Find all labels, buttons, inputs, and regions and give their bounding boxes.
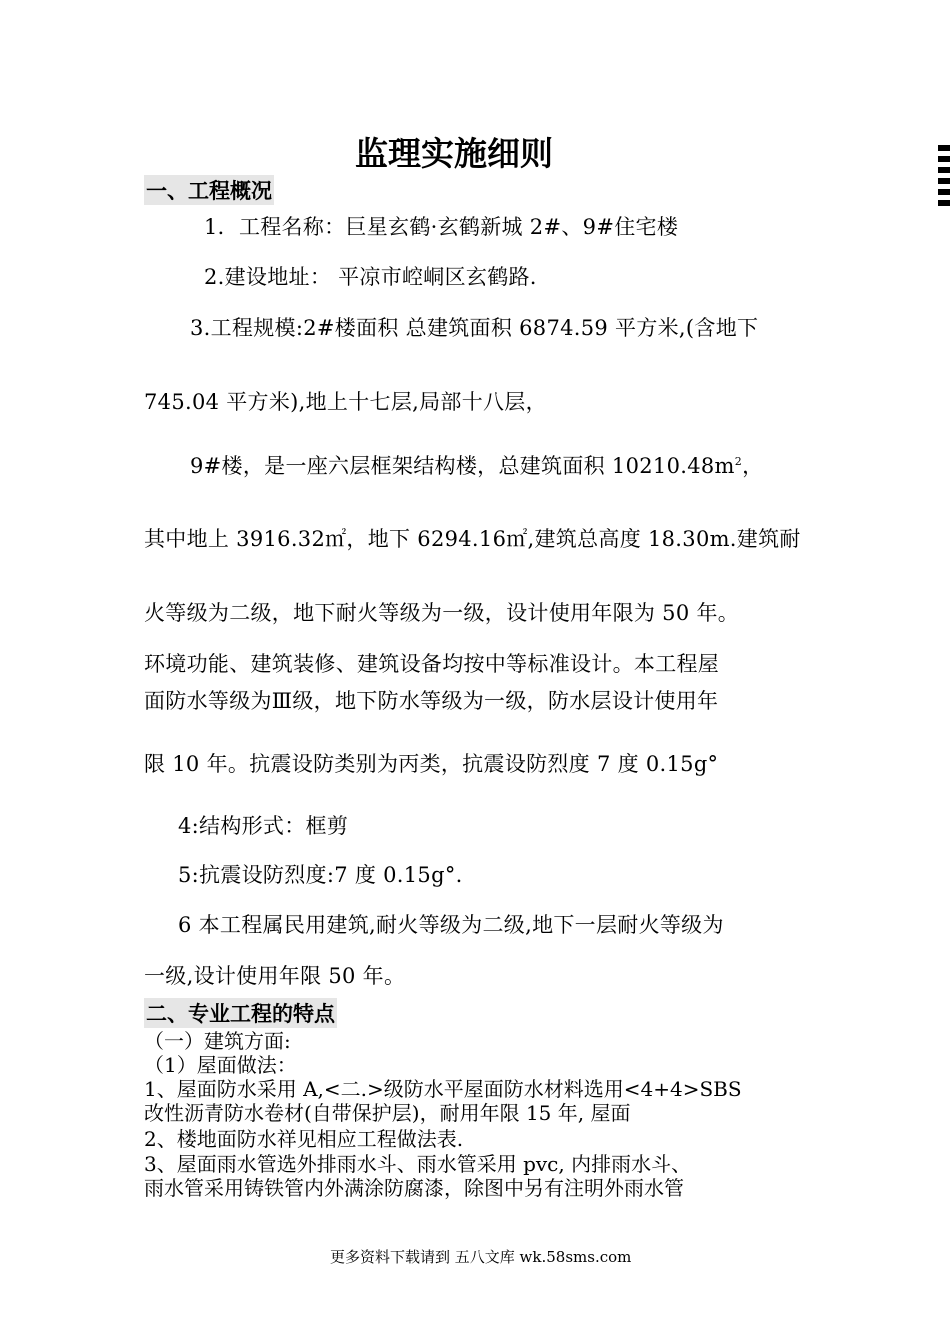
project-name-line: 1．工程名称：巨星玄鹤·玄鹤新城 2#、9#住宅楼 bbox=[204, 215, 679, 239]
section-heading-features: 二、专业工程的特点 bbox=[144, 998, 337, 1028]
fire-rating-line: 火等级为二级，地下耐火等级为一级，设计使用年限为 50 年。 bbox=[144, 601, 740, 625]
area-superscript: 2 bbox=[734, 455, 743, 468]
floor-waterproof-line: 2、楼地面防水祥见相应工程做法表. bbox=[144, 1127, 464, 1151]
civil-building-line: 6 本工程属民用建筑,耐火等级为二级,地下一层耐火等级为 bbox=[178, 913, 724, 937]
structure-type-line: 4:结构形式：框剪 bbox=[178, 814, 349, 838]
rain-pipe-line: 3、屋面雨水管选外排雨水斗、雨水管采用 pvc, 内排雨水斗、 bbox=[144, 1152, 692, 1176]
building-9-line bbox=[190, 450, 763, 480]
design-standard-line: 环境功能、建筑装修、建筑设备均按中等标准设计。本工程屋 bbox=[144, 652, 720, 676]
waterproof-line: 面防水等级为Ⅲ级，地下防水等级为一级，防水层设计使用年 bbox=[144, 689, 719, 713]
page-footer: 更多资料下载请到 五八文库 wk.58sms.com bbox=[330, 1248, 632, 1266]
project-scale-line: 3.工程规模:2#楼面积 总建筑面积 6874.59 平方米,(含地下 bbox=[190, 316, 759, 340]
subsection-architecture: （一）建筑方面: bbox=[144, 1029, 291, 1053]
page-edge-marks bbox=[938, 145, 950, 223]
service-life-line: 一级,设计使用年限 50 年。 bbox=[144, 964, 406, 988]
area-detail-line: 其中地上 3916.32㎡，地下 6294.16㎡,建筑总高度 18.30m.建筑耐 bbox=[144, 527, 801, 551]
rain-pipe-line-2: 雨水管采用铸铁管内外满涂防腐漆，除图中另有注明外雨水管 bbox=[144, 1176, 684, 1200]
seismic-line: 限 10 年。抗震设防类别为丙类，抗震设防烈度 7 度 0.15g° bbox=[144, 752, 719, 776]
seismic-intensity-line: 5:抗震设防烈度:7 度 0.15g°. bbox=[178, 863, 463, 887]
building-9-punct: ， bbox=[742, 454, 764, 478]
site-address-line: 2.建设地址： 平凉市崆峒区玄鹤路. bbox=[204, 265, 537, 289]
project-scale-line-2: 745.04 平方米),地上十七层,局部十八层， bbox=[144, 390, 547, 414]
subsection-roof: （1）屋面做法： bbox=[144, 1053, 297, 1077]
document-title: 监理实施细则 bbox=[355, 134, 553, 173]
building-9-text: 9#楼，是一座六层框架结构楼，总建筑面积 10210.48m bbox=[190, 454, 735, 478]
roof-waterproof-line: 1、屋面防水采用 A,<二.>级防水平屋面防水材料选用<4+4>SBS bbox=[144, 1077, 742, 1101]
section-heading-overview: 一、工程概况 bbox=[144, 175, 274, 205]
roof-material-line: 改性沥青防水卷材(自带保护层)，耐用年限 15 年, 屋面 bbox=[144, 1101, 631, 1125]
